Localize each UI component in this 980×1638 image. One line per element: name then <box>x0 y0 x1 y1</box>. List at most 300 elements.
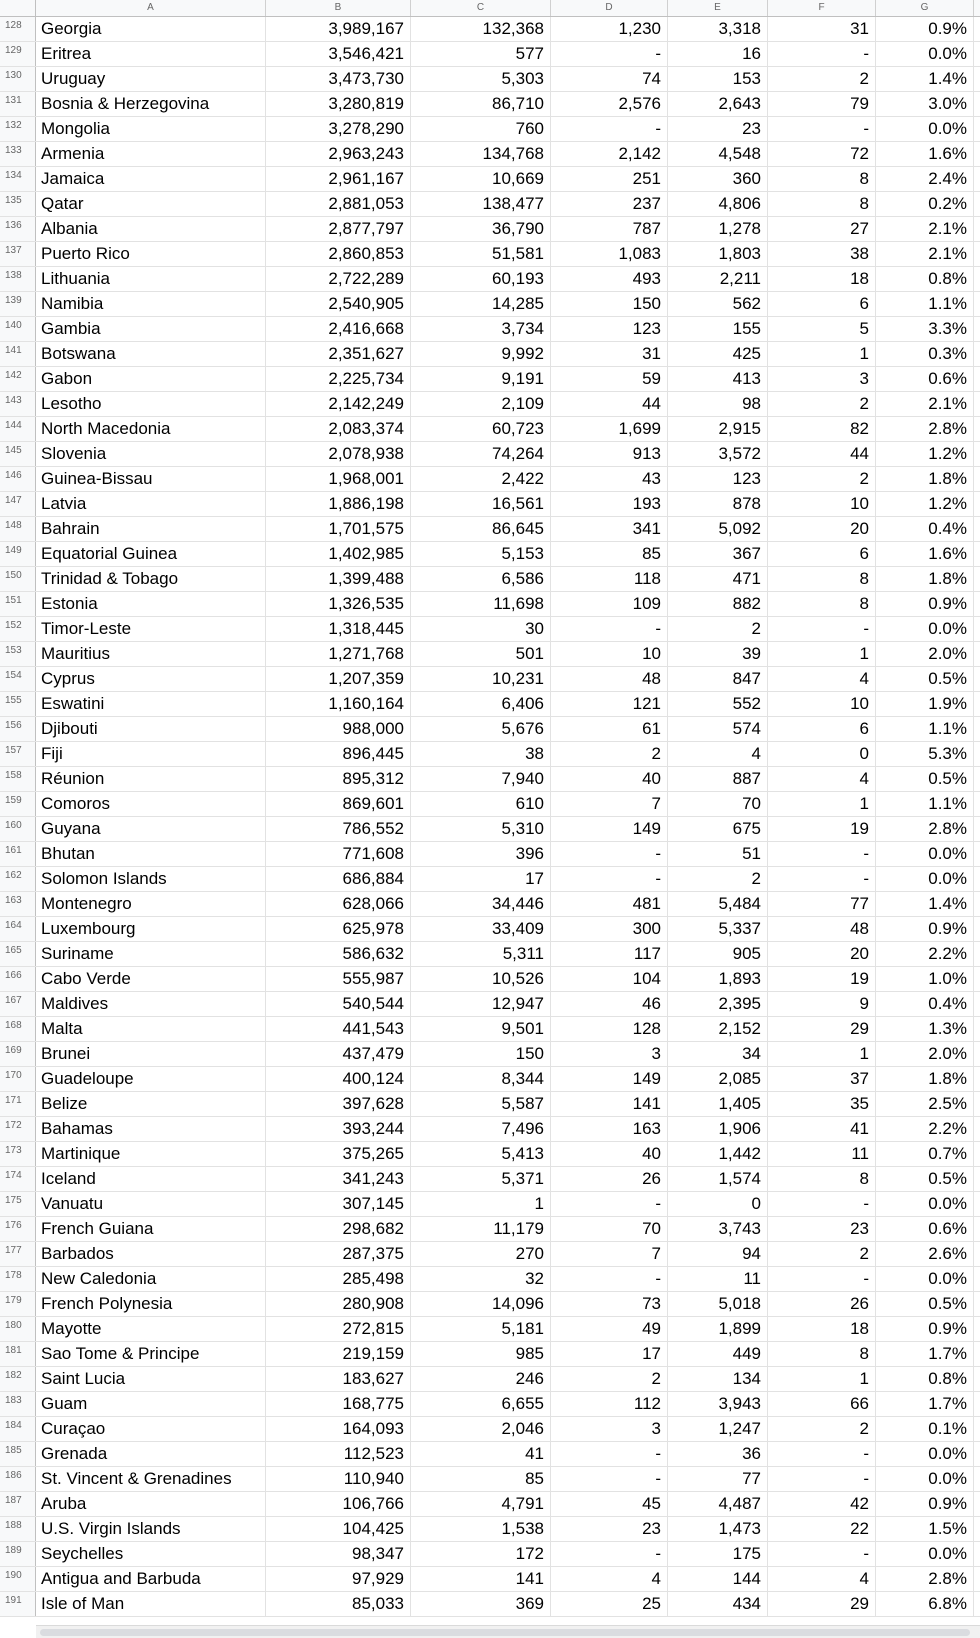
cell-col-g[interactable]: 1.6% <box>876 542 974 566</box>
row-number[interactable]: 176 <box>0 1217 36 1241</box>
cell-country[interactable]: Timor-Leste <box>36 617 266 641</box>
cell-col-e[interactable]: 155 <box>668 317 768 341</box>
row-number[interactable]: 188 <box>0 1517 36 1541</box>
cell-country[interactable]: Suriname <box>36 942 266 966</box>
cell-col-f[interactable]: 35 <box>768 1092 876 1116</box>
cell-col-g[interactable]: 1.1% <box>876 717 974 741</box>
cell-col-e[interactable]: 4,487 <box>668 1492 768 1516</box>
cell-col-g[interactable]: 0.0% <box>876 117 974 141</box>
row-number[interactable]: 175 <box>0 1192 36 1216</box>
cell-col-b[interactable]: 307,145 <box>266 1192 411 1216</box>
cell-col-c[interactable]: 5,371 <box>411 1167 551 1191</box>
cell-country[interactable]: Luxembourg <box>36 917 266 941</box>
cell-country[interactable]: Bahrain <box>36 517 266 541</box>
row-number[interactable]: 147 <box>0 492 36 516</box>
cell-col-g[interactable]: 1.2% <box>876 442 974 466</box>
cell-col-g[interactable]: 1.6% <box>876 142 974 166</box>
cell-col-b[interactable]: 219,159 <box>266 1342 411 1366</box>
cell-col-f[interactable]: 8 <box>768 167 876 191</box>
cell-country[interactable]: Isle of Man <box>36 1592 266 1616</box>
cell-country[interactable]: Puerto Rico <box>36 242 266 266</box>
row-number[interactable]: 144 <box>0 417 36 441</box>
cell-col-g[interactable]: 0.0% <box>876 1442 974 1466</box>
cell-col-b[interactable]: 2,351,627 <box>266 342 411 366</box>
cell-col-e[interactable]: 3,743 <box>668 1217 768 1241</box>
cell-col-c[interactable]: 172 <box>411 1542 551 1566</box>
cell-col-g[interactable]: 1.8% <box>876 1067 974 1091</box>
cell-col-e[interactable]: 2,211 <box>668 267 768 291</box>
cell-col-g[interactable]: 0.5% <box>876 667 974 691</box>
cell-col-b[interactable]: 98,347 <box>266 1542 411 1566</box>
cell-col-d[interactable]: 2,576 <box>551 92 668 116</box>
cell-col-d[interactable]: 1,230 <box>551 17 668 41</box>
cell-col-f[interactable]: 37 <box>768 1067 876 1091</box>
row-number[interactable]: 136 <box>0 217 36 241</box>
cell-col-b[interactable]: 540,544 <box>266 992 411 1016</box>
cell-col-f[interactable]: 19 <box>768 817 876 841</box>
cell-col-d[interactable]: 118 <box>551 567 668 591</box>
scrollbar-thumb[interactable] <box>40 1629 970 1636</box>
row-number[interactable]: 165 <box>0 942 36 966</box>
cell-country[interactable]: New Caledonia <box>36 1267 266 1291</box>
cell-col-b[interactable]: 183,627 <box>266 1367 411 1391</box>
cell-col-b[interactable]: 555,987 <box>266 967 411 991</box>
cell-col-b[interactable]: 110,940 <box>266 1467 411 1491</box>
cell-col-d[interactable]: 2 <box>551 742 668 766</box>
cell-country[interactable]: Malta <box>36 1017 266 1041</box>
row-number[interactable]: 180 <box>0 1317 36 1341</box>
cell-col-g[interactable]: 1.1% <box>876 292 974 316</box>
cell-col-d[interactable]: 149 <box>551 817 668 841</box>
cell-col-b[interactable]: 1,271,768 <box>266 642 411 666</box>
cell-col-c[interactable]: 396 <box>411 842 551 866</box>
cell-col-d[interactable]: - <box>551 42 668 66</box>
cell-col-b[interactable]: 2,722,289 <box>266 267 411 291</box>
cell-col-g[interactable]: 0.0% <box>876 842 974 866</box>
column-header-g[interactable]: G <box>876 0 974 16</box>
cell-col-f[interactable]: 3 <box>768 367 876 391</box>
row-number[interactable]: 167 <box>0 992 36 1016</box>
column-header-d[interactable]: D <box>551 0 668 16</box>
cell-col-c[interactable]: 6,655 <box>411 1392 551 1416</box>
cell-col-c[interactable]: 246 <box>411 1367 551 1391</box>
cell-col-b[interactable]: 2,881,053 <box>266 192 411 216</box>
cell-col-c[interactable]: 2,422 <box>411 467 551 491</box>
cell-country[interactable]: Djibouti <box>36 717 266 741</box>
cell-country[interactable]: Lesotho <box>36 392 266 416</box>
cell-col-b[interactable]: 686,884 <box>266 867 411 891</box>
cell-country[interactable]: Botswana <box>36 342 266 366</box>
cell-col-e[interactable]: 882 <box>668 592 768 616</box>
cell-country[interactable]: Gabon <box>36 367 266 391</box>
row-number[interactable]: 139 <box>0 292 36 316</box>
row-number[interactable]: 129 <box>0 42 36 66</box>
cell-country[interactable]: Martinique <box>36 1142 266 1166</box>
cell-col-b[interactable]: 168,775 <box>266 1392 411 1416</box>
cell-col-c[interactable]: 12,947 <box>411 992 551 1016</box>
cell-col-b[interactable]: 280,908 <box>266 1292 411 1316</box>
cell-col-g[interactable]: 0.4% <box>876 517 974 541</box>
cell-col-g[interactable]: 2.1% <box>876 242 974 266</box>
cell-col-e[interactable]: 2,085 <box>668 1067 768 1091</box>
cell-col-e[interactable]: 1,899 <box>668 1317 768 1341</box>
cell-col-e[interactable]: 3,943 <box>668 1392 768 1416</box>
cell-country[interactable]: Aruba <box>36 1492 266 1516</box>
row-number[interactable]: 158 <box>0 767 36 791</box>
cell-col-b[interactable]: 393,244 <box>266 1117 411 1141</box>
cell-col-d[interactable]: - <box>551 1542 668 1566</box>
cell-col-g[interactable]: 1.5% <box>876 1517 974 1541</box>
row-number[interactable]: 132 <box>0 117 36 141</box>
cell-col-d[interactable]: 25 <box>551 1592 668 1616</box>
cell-col-e[interactable]: 905 <box>668 942 768 966</box>
cell-col-g[interactable]: 0.6% <box>876 367 974 391</box>
row-number[interactable]: 131 <box>0 92 36 116</box>
column-header-e[interactable]: E <box>668 0 768 16</box>
cell-col-f[interactable]: 20 <box>768 517 876 541</box>
cell-col-g[interactable]: 0.9% <box>876 917 974 941</box>
cell-col-c[interactable]: 6,406 <box>411 692 551 716</box>
cell-col-f[interactable]: 8 <box>768 1342 876 1366</box>
cell-col-e[interactable]: 2,395 <box>668 992 768 1016</box>
cell-col-d[interactable]: 1,699 <box>551 417 668 441</box>
cell-col-c[interactable]: 10,526 <box>411 967 551 991</box>
cell-col-c[interactable]: 5,311 <box>411 942 551 966</box>
cell-country[interactable]: Montenegro <box>36 892 266 916</box>
cell-col-g[interactable]: 0.9% <box>876 1492 974 1516</box>
cell-col-f[interactable]: 11 <box>768 1142 876 1166</box>
cell-col-d[interactable]: 1,083 <box>551 242 668 266</box>
cell-col-e[interactable]: 471 <box>668 567 768 591</box>
row-number[interactable]: 190 <box>0 1567 36 1591</box>
cell-col-c[interactable]: 610 <box>411 792 551 816</box>
cell-col-c[interactable]: 9,501 <box>411 1017 551 1041</box>
cell-country[interactable]: French Guiana <box>36 1217 266 1241</box>
cell-col-e[interactable]: 360 <box>668 167 768 191</box>
cell-col-f[interactable]: 82 <box>768 417 876 441</box>
cell-country[interactable]: U.S. Virgin Islands <box>36 1517 266 1541</box>
cell-country[interactable]: Slovenia <box>36 442 266 466</box>
cell-col-d[interactable]: 121 <box>551 692 668 716</box>
cell-col-e[interactable]: 1,893 <box>668 967 768 991</box>
cell-col-b[interactable]: 771,608 <box>266 842 411 866</box>
cell-col-g[interactable]: 2.6% <box>876 1242 974 1266</box>
cell-country[interactable]: Curaçao <box>36 1417 266 1441</box>
cell-col-b[interactable]: 104,425 <box>266 1517 411 1541</box>
cell-country[interactable]: Antigua and Barbuda <box>36 1567 266 1591</box>
cell-col-f[interactable]: 8 <box>768 567 876 591</box>
cell-col-f[interactable]: 9 <box>768 992 876 1016</box>
cell-col-g[interactable]: 2.8% <box>876 1567 974 1591</box>
column-header-c[interactable]: C <box>411 0 551 16</box>
cell-col-f[interactable]: 5 <box>768 317 876 341</box>
cell-col-g[interactable]: 0.0% <box>876 1542 974 1566</box>
cell-col-f[interactable]: 1 <box>768 642 876 666</box>
cell-col-d[interactable]: 481 <box>551 892 668 916</box>
cell-col-g[interactable]: 0.0% <box>876 867 974 891</box>
cell-col-c[interactable]: 9,992 <box>411 342 551 366</box>
cell-col-e[interactable]: 367 <box>668 542 768 566</box>
row-number[interactable]: 184 <box>0 1417 36 1441</box>
cell-col-g[interactable]: 1.1% <box>876 792 974 816</box>
cell-col-c[interactable]: 16,561 <box>411 492 551 516</box>
cell-country[interactable]: Guam <box>36 1392 266 1416</box>
cell-col-c[interactable]: 41 <box>411 1442 551 1466</box>
cell-col-e[interactable]: 123 <box>668 467 768 491</box>
cell-col-f[interactable]: 8 <box>768 192 876 216</box>
cell-col-f[interactable]: - <box>768 1192 876 1216</box>
cell-country[interactable]: Bosnia & Herzegovina <box>36 92 266 116</box>
cell-col-c[interactable]: 760 <box>411 117 551 141</box>
cell-col-b[interactable]: 3,546,421 <box>266 42 411 66</box>
cell-country[interactable]: Eswatini <box>36 692 266 716</box>
row-number[interactable]: 178 <box>0 1267 36 1291</box>
cell-country[interactable]: Réunion <box>36 767 266 791</box>
cell-col-f[interactable]: 66 <box>768 1392 876 1416</box>
row-number[interactable]: 172 <box>0 1117 36 1141</box>
cell-col-c[interactable]: 132,368 <box>411 17 551 41</box>
cell-col-g[interactable]: 2.0% <box>876 642 974 666</box>
cell-col-c[interactable]: 32 <box>411 1267 551 1291</box>
cell-country[interactable]: Jamaica <box>36 167 266 191</box>
cell-col-c[interactable]: 60,723 <box>411 417 551 441</box>
cell-col-c[interactable]: 5,153 <box>411 542 551 566</box>
cell-col-b[interactable]: 1,402,985 <box>266 542 411 566</box>
cell-col-d[interactable]: 59 <box>551 367 668 391</box>
cell-col-d[interactable]: 237 <box>551 192 668 216</box>
cell-country[interactable]: Mauritius <box>36 642 266 666</box>
cell-col-g[interactable]: 2.0% <box>876 1042 974 1066</box>
cell-col-d[interactable]: 2 <box>551 1367 668 1391</box>
cell-col-e[interactable]: 3,572 <box>668 442 768 466</box>
cell-col-g[interactable]: 2.8% <box>876 817 974 841</box>
cell-col-e[interactable]: 574 <box>668 717 768 741</box>
cell-col-b[interactable]: 988,000 <box>266 717 411 741</box>
horizontal-scrollbar[interactable] <box>36 1625 980 1638</box>
cell-col-b[interactable]: 341,243 <box>266 1167 411 1191</box>
cell-col-e[interactable]: 70 <box>668 792 768 816</box>
cell-col-c[interactable]: 60,193 <box>411 267 551 291</box>
cell-col-d[interactable]: 163 <box>551 1117 668 1141</box>
cell-col-d[interactable]: 70 <box>551 1217 668 1241</box>
cell-col-e[interactable]: 2 <box>668 867 768 891</box>
cell-col-d[interactable]: 128 <box>551 1017 668 1041</box>
cell-col-b[interactable]: 2,416,668 <box>266 317 411 341</box>
cell-col-c[interactable]: 150 <box>411 1042 551 1066</box>
cell-col-f[interactable]: 6 <box>768 717 876 741</box>
cell-col-d[interactable]: - <box>551 1467 668 1491</box>
cell-col-e[interactable]: 1,405 <box>668 1092 768 1116</box>
cell-col-e[interactable]: 1,278 <box>668 217 768 241</box>
cell-col-d[interactable]: 74 <box>551 67 668 91</box>
cell-col-f[interactable]: - <box>768 1267 876 1291</box>
cell-col-f[interactable]: 72 <box>768 142 876 166</box>
cell-country[interactable]: Lithuania <box>36 267 266 291</box>
row-number[interactable]: 166 <box>0 967 36 991</box>
cell-col-c[interactable]: 369 <box>411 1592 551 1616</box>
cell-col-c[interactable]: 86,645 <box>411 517 551 541</box>
cell-col-c[interactable]: 17 <box>411 867 551 891</box>
cell-col-f[interactable]: 31 <box>768 17 876 41</box>
cell-col-f[interactable]: 10 <box>768 692 876 716</box>
row-number[interactable]: 156 <box>0 717 36 741</box>
cell-col-f[interactable]: 29 <box>768 1592 876 1616</box>
cell-col-g[interactable]: 2.1% <box>876 217 974 241</box>
cell-col-b[interactable]: 2,877,797 <box>266 217 411 241</box>
cell-col-f[interactable]: 20 <box>768 942 876 966</box>
cell-col-b[interactable]: 3,989,167 <box>266 17 411 41</box>
cell-col-d[interactable]: 109 <box>551 592 668 616</box>
cell-col-g[interactable]: 2.8% <box>876 417 974 441</box>
cell-country[interactable]: Comoros <box>36 792 266 816</box>
cell-col-c[interactable]: 985 <box>411 1342 551 1366</box>
cell-col-f[interactable]: 4 <box>768 1567 876 1591</box>
cell-col-b[interactable]: 285,498 <box>266 1267 411 1291</box>
cell-col-e[interactable]: 2,915 <box>668 417 768 441</box>
cell-col-b[interactable]: 869,601 <box>266 792 411 816</box>
cell-country[interactable]: Guinea-Bissau <box>36 467 266 491</box>
cell-country[interactable]: Grenada <box>36 1442 266 1466</box>
cell-col-e[interactable]: 5,018 <box>668 1292 768 1316</box>
cell-col-d[interactable]: - <box>551 1442 668 1466</box>
column-header-f[interactable]: F <box>768 0 876 16</box>
cell-col-d[interactable]: 123 <box>551 317 668 341</box>
row-number[interactable]: 146 <box>0 467 36 491</box>
row-number[interactable]: 181 <box>0 1342 36 1366</box>
cell-col-f[interactable]: 42 <box>768 1492 876 1516</box>
cell-col-c[interactable]: 8,344 <box>411 1067 551 1091</box>
cell-col-e[interactable]: 1,574 <box>668 1167 768 1191</box>
cell-col-d[interactable]: 44 <box>551 392 668 416</box>
cell-col-b[interactable]: 3,473,730 <box>266 67 411 91</box>
row-number[interactable]: 163 <box>0 892 36 916</box>
cell-col-e[interactable]: 1,247 <box>668 1417 768 1441</box>
cell-col-g[interactable]: 1.2% <box>876 492 974 516</box>
cell-col-f[interactable]: 2 <box>768 1242 876 1266</box>
cell-col-f[interactable]: 18 <box>768 267 876 291</box>
cell-country[interactable]: Barbados <box>36 1242 266 1266</box>
cell-col-f[interactable]: 2 <box>768 67 876 91</box>
cell-col-d[interactable]: 17 <box>551 1342 668 1366</box>
cell-country[interactable]: Uruguay <box>36 67 266 91</box>
cell-col-b[interactable]: 3,280,819 <box>266 92 411 116</box>
cell-col-g[interactable]: 1.9% <box>876 692 974 716</box>
row-number[interactable]: 161 <box>0 842 36 866</box>
row-number[interactable]: 151 <box>0 592 36 616</box>
cell-col-g[interactable]: 0.0% <box>876 1267 974 1291</box>
cell-col-c[interactable]: 9,191 <box>411 367 551 391</box>
cell-col-f[interactable]: 2 <box>768 467 876 491</box>
cell-col-b[interactable]: 628,066 <box>266 892 411 916</box>
cell-col-c[interactable]: 5,587 <box>411 1092 551 1116</box>
cell-col-c[interactable]: 4,791 <box>411 1492 551 1516</box>
cell-col-c[interactable]: 1 <box>411 1192 551 1216</box>
cell-col-f[interactable]: 18 <box>768 1317 876 1341</box>
row-number[interactable]: 191 <box>0 1592 36 1616</box>
cell-col-f[interactable]: 29 <box>768 1017 876 1041</box>
cell-col-b[interactable]: 437,479 <box>266 1042 411 1066</box>
cell-col-e[interactable]: 134 <box>668 1367 768 1391</box>
cell-country[interactable]: North Macedonia <box>36 417 266 441</box>
cell-col-f[interactable]: 6 <box>768 292 876 316</box>
cell-col-f[interactable]: - <box>768 867 876 891</box>
cell-country[interactable]: Guyana <box>36 817 266 841</box>
cell-col-d[interactable]: 73 <box>551 1292 668 1316</box>
cell-col-d[interactable]: 26 <box>551 1167 668 1191</box>
row-number[interactable]: 159 <box>0 792 36 816</box>
cell-col-e[interactable]: 887 <box>668 767 768 791</box>
cell-col-d[interactable]: - <box>551 617 668 641</box>
cell-col-e[interactable]: 16 <box>668 42 768 66</box>
cell-country[interactable]: Saint Lucia <box>36 1367 266 1391</box>
cell-col-e[interactable]: 175 <box>668 1542 768 1566</box>
cell-col-f[interactable]: 22 <box>768 1517 876 1541</box>
cell-col-b[interactable]: 164,093 <box>266 1417 411 1441</box>
row-number[interactable]: 169 <box>0 1042 36 1066</box>
cell-col-d[interactable]: 913 <box>551 442 668 466</box>
cell-col-b[interactable]: 97,929 <box>266 1567 411 1591</box>
cell-col-g[interactable]: 1.0% <box>876 967 974 991</box>
cell-col-g[interactable]: 0.7% <box>876 1142 974 1166</box>
row-number[interactable]: 137 <box>0 242 36 266</box>
cell-col-g[interactable]: 0.9% <box>876 1317 974 1341</box>
cell-col-c[interactable]: 51,581 <box>411 242 551 266</box>
row-number[interactable]: 177 <box>0 1242 36 1266</box>
cell-col-f[interactable]: 44 <box>768 442 876 466</box>
row-number[interactable]: 189 <box>0 1542 36 1566</box>
cell-col-e[interactable]: 36 <box>668 1442 768 1466</box>
cell-col-g[interactable]: 3.0% <box>876 92 974 116</box>
cell-col-d[interactable]: 40 <box>551 1142 668 1166</box>
cell-col-c[interactable]: 5,181 <box>411 1317 551 1341</box>
cell-col-b[interactable]: 106,766 <box>266 1492 411 1516</box>
cell-col-g[interactable]: 0.6% <box>876 1217 974 1241</box>
row-number[interactable]: 142 <box>0 367 36 391</box>
cell-col-f[interactable]: - <box>768 842 876 866</box>
cell-col-b[interactable]: 298,682 <box>266 1217 411 1241</box>
cell-col-g[interactable]: 1.3% <box>876 1017 974 1041</box>
cell-col-f[interactable]: - <box>768 1442 876 1466</box>
cell-col-e[interactable]: 3,318 <box>668 17 768 41</box>
cell-col-c[interactable]: 11,179 <box>411 1217 551 1241</box>
cell-col-g[interactable]: 0.0% <box>876 617 974 641</box>
cell-col-d[interactable]: 493 <box>551 267 668 291</box>
cell-col-e[interactable]: 562 <box>668 292 768 316</box>
column-header-a[interactable]: A <box>36 0 266 16</box>
cell-country[interactable]: Georgia <box>36 17 266 41</box>
row-number[interactable]: 149 <box>0 542 36 566</box>
cell-col-f[interactable]: 8 <box>768 1167 876 1191</box>
cell-col-g[interactable]: 1.4% <box>876 892 974 916</box>
cell-country[interactable]: Albania <box>36 217 266 241</box>
row-number[interactable]: 148 <box>0 517 36 541</box>
cell-col-f[interactable]: 79 <box>768 92 876 116</box>
cell-col-g[interactable]: 1.8% <box>876 567 974 591</box>
cell-country[interactable]: Cabo Verde <box>36 967 266 991</box>
cell-country[interactable]: Sao Tome & Principe <box>36 1342 266 1366</box>
cell-col-g[interactable]: 1.7% <box>876 1392 974 1416</box>
cell-col-g[interactable]: 2.4% <box>876 167 974 191</box>
cell-col-c[interactable]: 11,698 <box>411 592 551 616</box>
cell-col-b[interactable]: 375,265 <box>266 1142 411 1166</box>
cell-col-b[interactable]: 441,543 <box>266 1017 411 1041</box>
cell-col-e[interactable]: 153 <box>668 67 768 91</box>
select-all-corner[interactable] <box>0 0 36 16</box>
cell-country[interactable]: Latvia <box>36 492 266 516</box>
cell-col-f[interactable]: - <box>768 1542 876 1566</box>
cell-col-f[interactable]: 6 <box>768 542 876 566</box>
cell-col-d[interactable]: 85 <box>551 542 668 566</box>
